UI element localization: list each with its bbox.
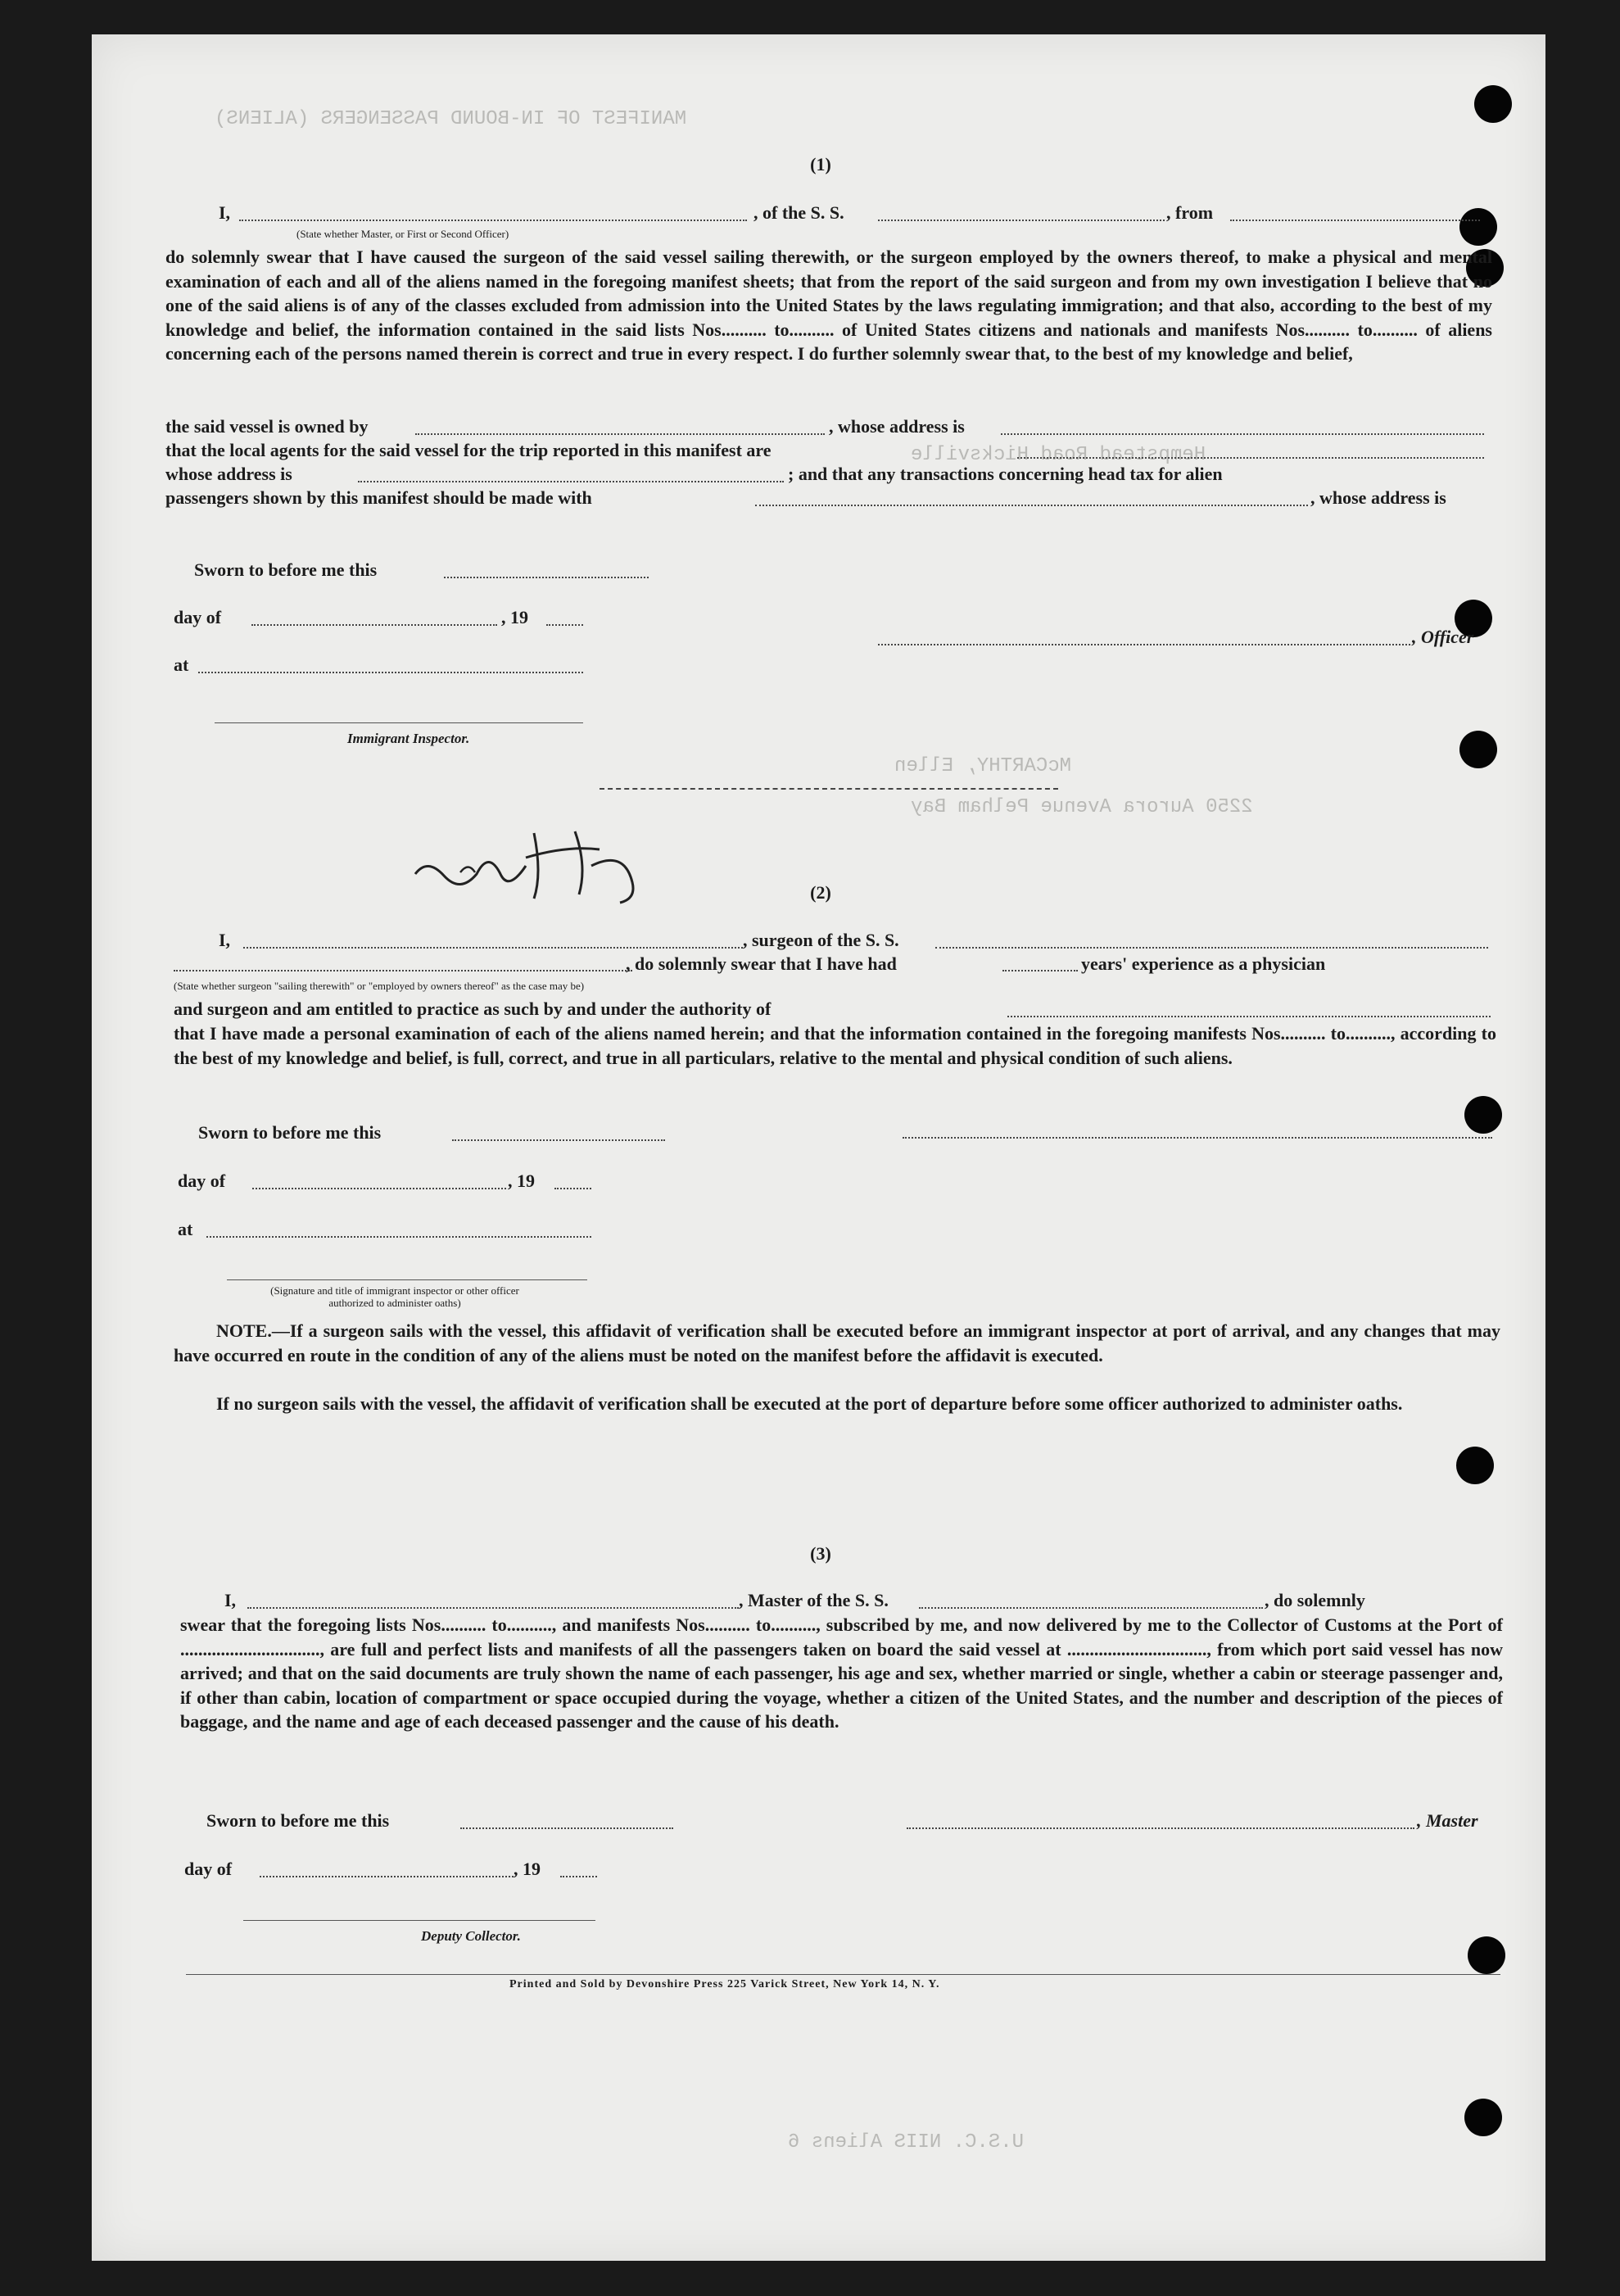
- s1-headtax-field[interactable]: [755, 505, 1308, 506]
- s1-sworn: Sworn to before me this: [194, 559, 378, 580]
- s2-sworn-field[interactable]: [452, 1139, 665, 1141]
- s1-line1-left: I,: [219, 202, 231, 223]
- s3-line1-mid: , Master of the S. S.: [739, 1590, 889, 1610]
- footer-rule: [186, 1974, 1500, 1975]
- s3-day-of: day of: [184, 1859, 233, 1879]
- punch-hole: [1459, 208, 1497, 246]
- s1-inspector-line: [215, 722, 583, 723]
- s1-sworn-field[interactable]: [444, 577, 649, 578]
- s1-transactions: ; and that any transactions concerning head tax for alien: [788, 464, 1223, 484]
- s1-day-of: day of: [174, 607, 222, 627]
- punch-hole: [1464, 2099, 1502, 2136]
- s3-master-label: , Master: [1417, 1810, 1478, 1831]
- manifest-reverse-page: [92, 34, 1545, 2261]
- s2-surgeon-signature-field[interactable]: [903, 1137, 1492, 1139]
- s1-agents-field[interactable]: [1017, 457, 1484, 459]
- s2-year-field[interactable]: [554, 1188, 591, 1189]
- s2-line2-right: years' experience as a physician: [1081, 953, 1326, 974]
- s2-authority-field[interactable]: [1007, 1016, 1491, 1017]
- handwritten-signature: [411, 817, 673, 907]
- punch-hole: [1464, 1096, 1502, 1134]
- s2-note-2: If no surgeon sails with the vessel, the affidavit of verification shall be executed at the port of departure before some officer authorized to administer oaths.: [216, 1393, 1403, 1414]
- section-3-number: (3): [810, 1543, 831, 1564]
- bleed-through-footer: U.S.C. NIIS Aliens 6: [788, 2131, 1025, 2153]
- bleed-through-text-3: 2250 Aurora Avenue Pelham Bay: [911, 796, 1253, 818]
- s2-line1-left: I,: [219, 930, 231, 950]
- s1-owner-address-field[interactable]: [1001, 433, 1484, 435]
- s1-officer-name-field[interactable]: [239, 220, 747, 221]
- s1-day-field[interactable]: [251, 624, 497, 626]
- s1-line1-right: , from: [1166, 202, 1214, 223]
- s3-year-field[interactable]: [560, 1876, 597, 1877]
- s3-oath-paragraph: swear that the foregoing lists Nos.......... to.........., and manifests Nos.......... to.........., subscribed by me, and now delivered by me to the Collector of Customs at the Port of ..............................., are full and perfect lists and manifests of all the passengers taken on board the said vessel at ..............................., from which port said vessel has now arrived; and that on the said documents are truly shown the name of each passenger, his age and sex, whether married or single, whether a cabin or steerage passenger and, if other than cabin, location of compartment or space occupied during the voyage, whether a citizen of the United States, and the number and description of the pieces of baggage, and the name and age of each deceased passenger and the cause of his death.: [180, 1614, 1503, 1732]
- s1-officer-signature-field[interactable]: [878, 644, 1410, 645]
- printer-footer: Printed and Sold by Devonshire Press 225 Varick Street, New York 14, N. Y.: [509, 1978, 940, 1990]
- bleed-through-text: Hempstead Road Hicksville: [911, 444, 1206, 466]
- s3-master-signature-field[interactable]: [907, 1827, 1414, 1829]
- s2-sworn: Sworn to before me this: [198, 1122, 382, 1143]
- punch-hole: [1459, 731, 1497, 768]
- s2-day-of: day of: [178, 1171, 226, 1191]
- s1-from-field[interactable]: [1230, 220, 1480, 221]
- s2-line2-mid: , do solemnly swear that I have had: [626, 953, 897, 974]
- s1-local-agents: that the local agents for the said vessel for the trip reported in this manifest are: [165, 440, 772, 460]
- s1-at: at: [174, 654, 189, 675]
- s3-master-name-field[interactable]: [247, 1607, 739, 1609]
- s1-officer-note: (State whether Master, or First or Second Officer): [296, 228, 509, 240]
- s3-day-field[interactable]: [260, 1876, 514, 1877]
- s1-whose-address-2: whose address is: [165, 464, 292, 484]
- punch-hole: [1456, 1447, 1494, 1484]
- s1-inspector-label: Immigrant Inspector.: [347, 731, 470, 746]
- s1-dashed-divider: [600, 788, 1058, 790]
- section-2-number: (2): [810, 882, 831, 903]
- s2-day-field[interactable]: [252, 1188, 506, 1189]
- s2-ship-name-field[interactable]: [935, 947, 1488, 949]
- s3-ship-name-field[interactable]: [919, 1607, 1263, 1609]
- s1-oath-paragraph: do solemnly swear that I have caused the surgeon of the said vessel sailing therewith, or the surgeon employed by the owners thereof, to make a physical and mental examination of each and all of the aliens named in the foregoing manifest sheets; that from the report of the said surgeon and from my own investigation I believe that no one of the said aliens is of any of the classes excluded from admission into the United States by the laws regulating immigration; and that also, according to the best of my knowledge and belief, the information contained in the said lists Nos.......... to.......... of United States citizens and nationals and manifests Nos.......... to.......... of aliens concerning each of the persons named therein is correct and true in every respect. I do further solemnly swear that, to the best of my knowledge and belief,: [165, 247, 1492, 364]
- punch-hole: [1468, 1936, 1505, 1974]
- s2-signature-note: (Signature and title of immigrant inspector or other officer authorized to administer oaths): [270, 1284, 519, 1309]
- s2-at: at: [178, 1219, 193, 1239]
- s2-status-note: (State whether surgeon "sailing therewith" or "employed by owners thereof" as the case may be): [174, 980, 585, 992]
- s2-note-1: NOTE.—If a surgeon sails with the vessel, this affidavit of verification shall be executed before an immigrant inspector at port of arrival, and any changes that may have occurred en route in the condition of any of the aliens must be noted on the manifest before the affidavit is executed.: [174, 1320, 1500, 1365]
- s1-owner-field[interactable]: [415, 433, 825, 435]
- s1-ship-name-field[interactable]: [878, 220, 1165, 221]
- s3-line1-right: , do solemnly: [1265, 1590, 1365, 1610]
- s1-officer-label: , Officer: [1412, 627, 1474, 647]
- s2-line1-right: , surgeon of the S. S.: [743, 930, 899, 950]
- bleed-through-text-2: McCARTHY, Ellen: [894, 755, 1072, 777]
- s1-passengers: passengers shown by this manifest should be made with: [165, 487, 592, 508]
- s1-at-field[interactable]: [198, 672, 583, 673]
- s3-line1-left: I,: [224, 1590, 237, 1610]
- s1-whose-address: , whose address is: [829, 416, 965, 437]
- s1-whose-address-3: , whose address is: [1310, 487, 1446, 508]
- s1-year: , 19: [501, 607, 528, 627]
- s3-deputy-label: Deputy Collector.: [421, 1928, 521, 1944]
- bleed-through-header: MANIFEST OF IN-BOUND PASSENGERS (ALIENS): [215, 108, 687, 130]
- s2-line3: and surgeon and am entitled to practice as such by and under the authority of: [174, 999, 772, 1019]
- s3-deputy-line: [243, 1920, 595, 1921]
- s3-sworn-field[interactable]: [460, 1827, 673, 1829]
- s2-years-field[interactable]: [1002, 970, 1078, 971]
- s2-year: , 19: [508, 1171, 535, 1191]
- s2-oath-paragraph: that I have made a personal examination of each of the aliens named herein; and that the information contained in the foregoing manifests Nos.......... to.........., according to the best of my knowledge and belief, is full, correct, and true in all particulars, relative to the mental and physical condition of such aliens.: [174, 1023, 1496, 1068]
- s1-line1-mid: , of the S. S.: [753, 202, 844, 223]
- punch-hole: [1474, 85, 1512, 123]
- s1-owned-by: the said vessel is owned by: [165, 416, 369, 437]
- s2-signature-line: [227, 1279, 587, 1280]
- s3-sworn: Sworn to before me this: [206, 1810, 390, 1831]
- s3-year: , 19: [514, 1859, 541, 1879]
- s1-agents-address-field[interactable]: [358, 481, 784, 482]
- s2-surgeon-status-field[interactable]: [174, 970, 632, 971]
- s2-surgeon-name-field[interactable]: [243, 947, 743, 949]
- s1-year-field[interactable]: [546, 624, 583, 626]
- section-1-number: (1): [810, 154, 831, 174]
- s2-at-field[interactable]: [206, 1236, 591, 1238]
